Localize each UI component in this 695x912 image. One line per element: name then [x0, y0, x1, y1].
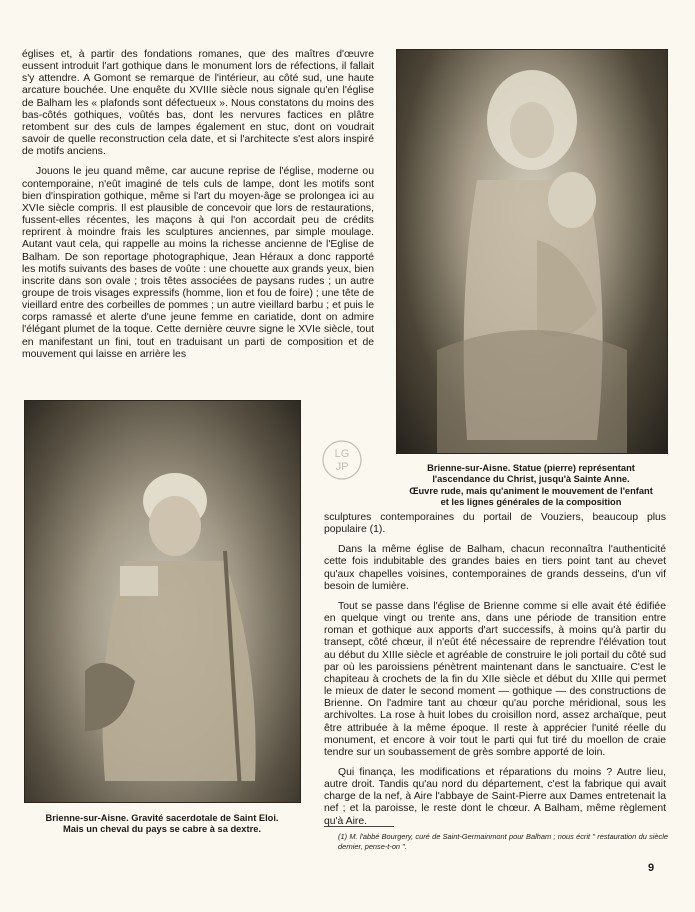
caption-line: Œuvre rude, mais qu'animent le mouvement de l'enfant	[409, 485, 653, 496]
top-photo-caption	[396, 463, 666, 508]
page-number: 9	[648, 862, 655, 874]
caption-line: Mais un cheval du pays se cabre à sa dextre.	[63, 824, 261, 835]
article-paragraph: Tout se passe dans l'église de Brienne comme si elle avait été édifiée en quelque vingt ou trente ans, dans une période de transition entre roman et gothique aux apports d'art successifs, à moins qu'à partir du transept, côté chœur, il n'eût été nécessaire de reprendre l'élévation tout au début du XIIIe siècle et agréable de construire le joli portail du côté sud par où les paroissiens pénètrent maintenant dans le sanctuaire. C'est le chapiteau à crochets de la fin du XIIe siècle et début du XIIIe qui permet le mieux de dater le second moment — gothique — des constructions de Brienne. On l'admire tant au chœur qu'au porche méridional, sous les archivoltes. La rose à huit lobes du croisillon nord, assez archaïque, peut être attribuée à la même époque. Il reste à apprécier l'unité réelle du monument, et encore à voir tout le parti qui fut tiré du moellon de craie tendre sur un soubassement de grès sombre apporté de loin.	[324, 600, 666, 758]
statue-illustration	[397, 50, 667, 453]
article-paragraph: sculptures contemporaines du portail de Vouziers, beaucoup plus populaire (1).	[324, 512, 666, 536]
watermark-logo	[320, 438, 364, 482]
article-left-column	[22, 49, 374, 369]
article-paragraph: églises et, à partir des fondations romanes, que des maîtres d'œuvre eussent introduit l'art gothique dans le monument lors de réfections, il fallait s'y attendre. A Gomont se remarque de l'intérieur, au côté sud, une haute arcature bouchée. Une enquête du XVIIIe siècle nous signale qu'en l'église de Balham les « plafonds sont défectueux ». Nous constatons du moins des bas-côtés gothiques, voûtés bas, dont les nervures factices en plâtre retombent sur des culs de lampes également en stuc, dont on voudrait savoir de quelle reconstruction cela date, et si l'architecte s'est alors inspiré de motifs anciens.	[22, 49, 374, 158]
footnote-divider	[324, 826, 394, 827]
watermark-bottom-text: JP	[335, 461, 349, 473]
caption-line: Brienne-sur-Aisne. Statue (pierre) représentant	[427, 463, 635, 473]
caption-line: et les lignes générales de la composition	[440, 496, 622, 507]
caption-line: l'ascendance du Christ, jusqu'à Sainte Anne.	[432, 474, 630, 485]
bottom-photo-caption	[22, 813, 302, 836]
sainte-anne-statue-photo	[396, 49, 668, 454]
statue-illustration	[25, 401, 300, 802]
watermark-top-text: LG	[334, 448, 350, 460]
article-paragraph: Qui finança, les modifications et réparations du moins ? Autre lieu, autre droit. Tandis qu'au nord du département, c'est la fabrique qui avait charge de la nef, à Aire l'abbaye de Saint-Pierre aux Dames entretenait la nef ; et la paroisse, le reste dont le chœur. A Balham, même règlement qu'à Aire.	[324, 766, 666, 827]
caption-line: Brienne-sur-Aisne. Gravité sacerdotale de Saint Eloi.	[45, 813, 279, 823]
article-right-column	[324, 512, 666, 836]
footnote: (1) M. l'abbé Bourgery, curé de Saint-Germainmont pour Balham ; nous écrit " restauration du siècle dernier, pense-t-on ".	[338, 832, 668, 851]
saint-eloi-statue-photo	[24, 400, 301, 803]
article-paragraph: Jouons le jeu quand même, car aucune reprise de l'église, moderne ou contemporaine, n'eût imaginé de tels culs de lampe, dont les motifs sont bien d'inspiration gothique, même si l'art du moyen-âge se prolongea ici au XVIe siècle compris. Il est plausible de concevoir que lors de restaurations, fussent-elles récentes, les maçons à qui l'on accordait peu de crédits reprirent à moindre frais les sculptures anciennes, par simple moulage. Autant vaut cela, qui rappelle au moins la richesse ancienne de l'Eglise de Balham. De son reportage photographique, Jean Héraux a donc rapporté les motifs suivants des bases de voûte : une chouette aux grands yeux, bien inscrite dans son ovale ; trois têtes associées de paysans rudes ; un autre groupe de trois visages expressifs (homme, lion et fou de foire) ; une tête de vieillard entre des corbeilles de pommes ; un autre vieillard barbu ; et puis le corps ramassé et alerte d'une jeune femme en cariatide, dont on admire l'élégant plumet de la toque. Cette dernière œuvre signe le XVIe siècle, tout en manifestant un fini, tout en traduisant un parti de composition et de mouvement qui laisse en arrière les	[22, 166, 374, 360]
article-paragraph: Dans la même église de Balham, chacun reconnaîtra l'authenticité cette fois indubitable des grandes baies en tiers point tant au chevet qu'aux chapelles voisines, contemporaines de grands desseins, d'un vif besoin de lumière.	[324, 544, 666, 592]
